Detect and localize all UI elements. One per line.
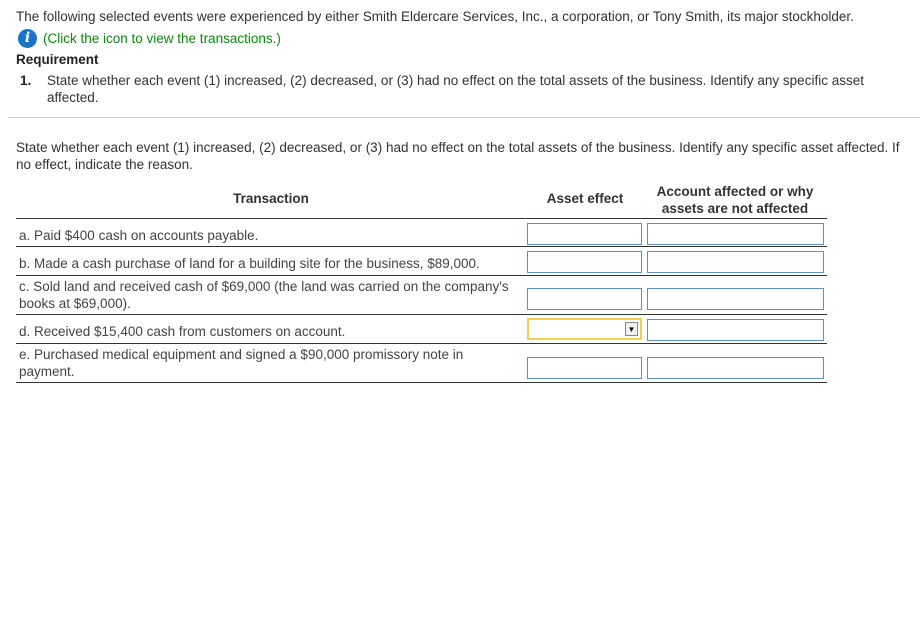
table-row: [16, 344, 827, 383]
account-affected-input[interactable]: [647, 288, 824, 310]
account-affected-input[interactable]: [647, 319, 824, 341]
table-header: [16, 180, 827, 219]
instructions-text: State whether each event (1) increased, (2) decreased, or (3) had no effect on the total assets of the business. Identify any specific asset affected. If no effect, indicate the reason.: [16, 140, 900, 172]
header-transaction: Transaction: [233, 191, 309, 206]
table-row: [16, 247, 827, 276]
requirement-text: State whether each event (1) increased, (2) decreased, or (3) had no effect on the total assets of the business. Identify any specific asset affected.: [47, 73, 864, 105]
requirement-item: [20, 72, 915, 106]
asset-effect-select[interactable]: [527, 318, 642, 340]
transaction-label: e. Purchased medical equipment and signed a $90,000 promissory note in payment.: [19, 347, 464, 379]
header-asset-effect: Asset effect: [546, 191, 624, 206]
header-account-affected: Account affected or why assets are not affected: [656, 184, 814, 216]
asset-effect-input[interactable]: [527, 223, 642, 245]
transaction-label: d. Received $15,400 cash from customers on account.: [19, 324, 346, 339]
info-icon[interactable]: i: [18, 29, 37, 48]
asset-effect-input[interactable]: [527, 251, 642, 273]
table-row: [16, 315, 827, 344]
intro-text: The following selected events were experienced by either Smith Eldercare Services, Inc., a corporation, or Tony Smith, its major stockholder.: [16, 9, 854, 24]
requirement-number: 1.: [20, 73, 32, 88]
account-affected-input[interactable]: [647, 251, 824, 273]
asset-effect-input[interactable]: [527, 288, 642, 310]
asset-effect-input[interactable]: [527, 357, 642, 379]
view-transactions-link[interactable]: (Click the icon to view the transactions.): [43, 30, 281, 46]
transactions-table: [16, 180, 827, 383]
info-row[interactable]: [18, 28, 281, 48]
transaction-label: c. Sold land and received cash of $69,000 (the land was carried on the company's books at $69,000).: [19, 279, 509, 311]
section-divider: [8, 117, 920, 118]
table-row: [16, 276, 827, 315]
transaction-label: b. Made a cash purchase of land for a building site for the business, $89,000.: [19, 256, 480, 271]
table-row: [16, 219, 827, 247]
transaction-label: a. Paid $400 cash on accounts payable.: [19, 228, 259, 243]
account-affected-input[interactable]: [647, 223, 824, 245]
account-affected-input[interactable]: [647, 357, 824, 379]
requirement-title: Requirement: [16, 52, 99, 67]
dropdown-arrow-icon[interactable]: ▼: [625, 322, 638, 336]
